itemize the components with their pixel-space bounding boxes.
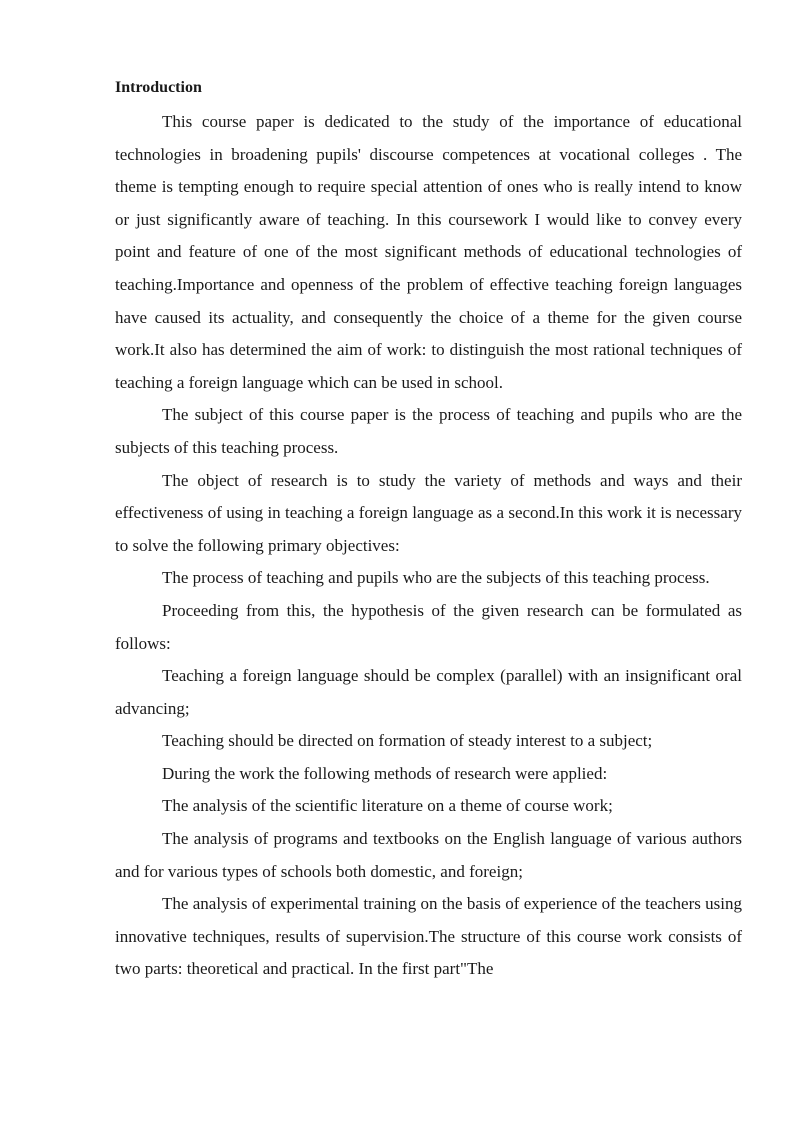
document-page xyxy=(115,74,742,986)
paragraph-method-item-1: The analysis of the scientific literature on a theme of course work; xyxy=(162,796,613,816)
paragraph-methods: During the work the following methods of research were applied: xyxy=(162,763,608,783)
paragraph-method-item-3: The analysis of experimental training on the basis of experience of the teachers using innovative techniques, results of supervision.The structure of this course work consists of two parts: theoretical and practical. In the first part"The xyxy=(115,894,742,979)
paragraph-method-item-2: The analysis of programs and textbooks on the English language of various authors and for various types of schools both domestic, and foreign; xyxy=(115,829,742,881)
paragraph-hypothesis-item-2: Teaching should be directed on formation of steady interest to a subject; xyxy=(162,731,653,751)
paragraph-subject: The subject of this course paper is the process of teaching and pupils who are the subjects of this teaching process. xyxy=(115,405,742,457)
paragraph-intro: This course paper is dedicated to the study of the importance of educational technologies in broadening pupils' discourse competences at vocational colleges . The theme is tempting enough to require special attention of ones who is really intend to know or just significantly aware of teaching. In this coursework I would like to convey every point and feature of one of the most significant methods of educational technologies of teaching.Importance and openness of the problem of effective teaching foreign languages have caused its actuality, and consequently the choice of a theme for the given course work.It also has determined the aim of work: to distinguish the most rational techniques of teaching a foreign language which can be used in school. xyxy=(115,112,742,392)
paragraph-object: The object of research is to study the variety of methods and ways and their effectiveness of using in teaching a foreign language as a second.In this work it is necessary to solve the following primary objectives: xyxy=(115,470,742,555)
paragraph-hypothesis: Proceeding from this, the hypothesis of the given research can be formulated as follows: xyxy=(115,600,742,653)
section-heading: Introduction xyxy=(115,79,202,96)
paragraph-objective: The process of teaching and pupils who are the subjects of this teaching process. xyxy=(162,568,710,588)
paragraph-hypothesis-item-1: Teaching a foreign language should be complex (parallel) with an insignificant oral advancing; xyxy=(115,666,742,718)
